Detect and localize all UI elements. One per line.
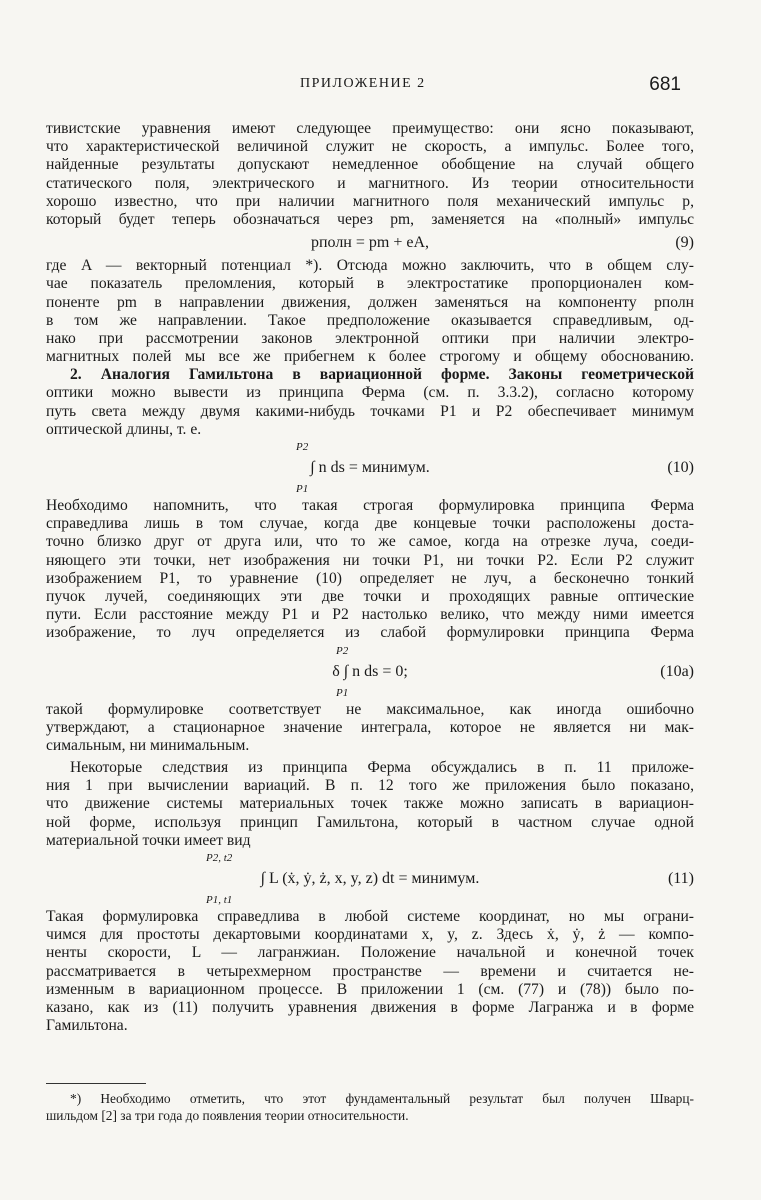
text-line: такой формулировке соответствует не максимальное, как иногда ошибочно xyxy=(46,700,694,718)
text-line: изменным в вариационном процессе. В приложении 1 (см. (77) и (78)) было по- xyxy=(46,980,694,998)
paragraph-hamilton-principle xyxy=(46,759,694,850)
text-line: ния 1 при вычислении вариаций. В п. 12 того же приложения было показано, xyxy=(46,777,694,795)
footnote-line: шильдом [2] за три года до появления теории относительности. xyxy=(46,1108,409,1123)
formula-expression: δ ∫ n ds = 0; xyxy=(332,662,408,680)
formula-number: (10) xyxy=(667,459,694,476)
text-line: в том же направлении. Такое предположение оказывается справедливым, од- xyxy=(46,311,694,329)
text-line: симальным, ни минимальным. xyxy=(46,736,250,754)
integral-upper-limit: P2 xyxy=(296,441,309,453)
paragraph-hamilton-analogy xyxy=(46,366,694,439)
formula-number: (9) xyxy=(675,234,694,252)
formula-10 xyxy=(46,439,694,497)
text-line: рассматривается в четырехмерном пространстве — времени и считается не- xyxy=(46,962,694,980)
text-line: чимся для простоты декартовыми координатами x, y, z. Здесь ẋ, ẏ, ż — компо- xyxy=(46,926,694,944)
text-line: который будет теперь обозначаться через pm, заменяется на «полный» импульс xyxy=(46,210,694,228)
integral-lower-limit: P1, t1 xyxy=(206,894,233,906)
integral-upper-limit: P2, t2 xyxy=(206,852,233,864)
main-text xyxy=(46,120,694,1035)
text-line: Необходимо напомнить, что такая строгая формулировка принципа Ферма xyxy=(46,497,694,514)
formula-11 xyxy=(46,850,694,908)
footnote xyxy=(46,1090,694,1124)
text-line: материальной точки имеет вид xyxy=(46,831,251,849)
integral-lower-limit: P1 xyxy=(296,483,309,495)
running-title: ПРИЛОЖЕНИЕ 2 xyxy=(300,76,426,91)
paragraph-stationary-value xyxy=(46,701,694,756)
text-line: нако при рассмотрении законов электронной оптики при наличии электро- xyxy=(46,329,694,347)
formula-10a xyxy=(46,643,694,701)
text-line: изображение, то луч определяется из слабой формулировки принципа Ферма xyxy=(46,624,694,642)
formula-expression: ∫ L (ẋ, ẏ, ż, x, y, z) dt = минимум. xyxy=(260,870,480,887)
text-line: оптической длины, т. е. xyxy=(46,420,202,438)
text-line: изображением P1, то уравнение (10) определяет не луч, а бесконечно тонкий xyxy=(46,569,694,587)
paragraph-relativistic-momentum xyxy=(46,120,694,229)
integral-lower-limit: P1 xyxy=(336,686,349,699)
formula-9 xyxy=(46,229,694,257)
text-line: Такая формулировка справедлива в любой системе координат, но мы ограни- xyxy=(46,908,694,925)
formula-number: (10a) xyxy=(660,662,694,680)
text-line: магнитных полей мы все же прибегнем к более строгому и общему обоснованию. xyxy=(46,348,694,366)
text-line: Гамильтона. xyxy=(46,1017,128,1035)
section-heading-line: 2. Аналогия Гамильтона в вариационной форме. Законы геометрической xyxy=(70,366,694,384)
text-line: утверждают, а стационарное значение интеграла, которое не является ни мак- xyxy=(46,718,694,736)
text-line: найденные результаты допускают немедленное обобщение на случай общего xyxy=(46,156,694,174)
text-line: ной форме, используя принцип Гамильтона, который в частном случае одной xyxy=(46,813,694,831)
text-line: поненте pm в направлении движения, должен заменяться на компоненту pполн xyxy=(46,293,694,311)
text-line: путь света между двумя какими-нибудь точками P1 и P2 обеспечивает минимум xyxy=(46,402,694,420)
text-line: хорошо известно, что при наличии магнитного поля механический импульс p, xyxy=(46,192,694,210)
text-line: тивистские уравнения имеют следующее преимущество: они ясно показывают, xyxy=(46,120,694,137)
text-line: ненты скорости, L — лагранжиан. Положение начальной и конечной точек xyxy=(46,944,694,962)
integral-upper-limit: P2 xyxy=(336,644,349,657)
footnote-divider xyxy=(46,1083,146,1084)
text-line: справедлива лишь в том случае, когда две концевые точки расположены доста- xyxy=(46,515,694,533)
text-line: оптики можно вывести из принципа Ферма (см. п. 3.3.2), согласно которому xyxy=(46,384,694,402)
text-line: точно близко друг от друга или, что то же самое, когда на отрезке луча, соеди- xyxy=(46,533,694,551)
page-number: 681 xyxy=(649,74,681,95)
text-line: пучок лучей, соединяющих эти две точки и проходящих равные оптические xyxy=(46,587,694,605)
text-line: пути. Если расстояние между P1 и P2 настолько велико, что между ними имеется xyxy=(46,606,694,624)
text-line: чае показатель преломления, который в электростатике пропорционален ком- xyxy=(46,275,694,293)
text-line: что характеристической величиной служит не скорость, а импульс. Более того, xyxy=(46,138,694,156)
paragraph-fermat-strict xyxy=(46,497,694,643)
text-line: казано, как из (11) получить уравнения движения в форме Лагранжа и в форме xyxy=(46,998,694,1016)
text-line: няющего эти точки, нет изображения ни точки P1, ни точки P2. Если P2 служит xyxy=(46,551,694,569)
page-header xyxy=(0,74,761,102)
formula-number: (11) xyxy=(667,870,694,887)
text-line: что движение системы материальных точек также можно записать в вариацион- xyxy=(46,795,694,813)
paragraph-vector-potential xyxy=(46,257,694,366)
text-line: где A — векторный потенциал *). Отсюда можно заключить, что в общем слу- xyxy=(46,257,694,275)
formula-expression: ∫ n ds = минимум. xyxy=(310,459,430,476)
text-line: Некоторые следствия из принципа Ферма обсуждались в п. 11 приложе- xyxy=(70,759,694,777)
formula-expression: pполн = pm + eA, xyxy=(310,234,430,252)
text-line: статического поля, электрического и магнитного. Из теории относительности xyxy=(46,174,694,192)
paragraph-coordinates xyxy=(46,908,694,1035)
footnote-line: *) Необходимо отметить, что этот фундаментальный результат был получен Шварц- xyxy=(70,1091,694,1106)
